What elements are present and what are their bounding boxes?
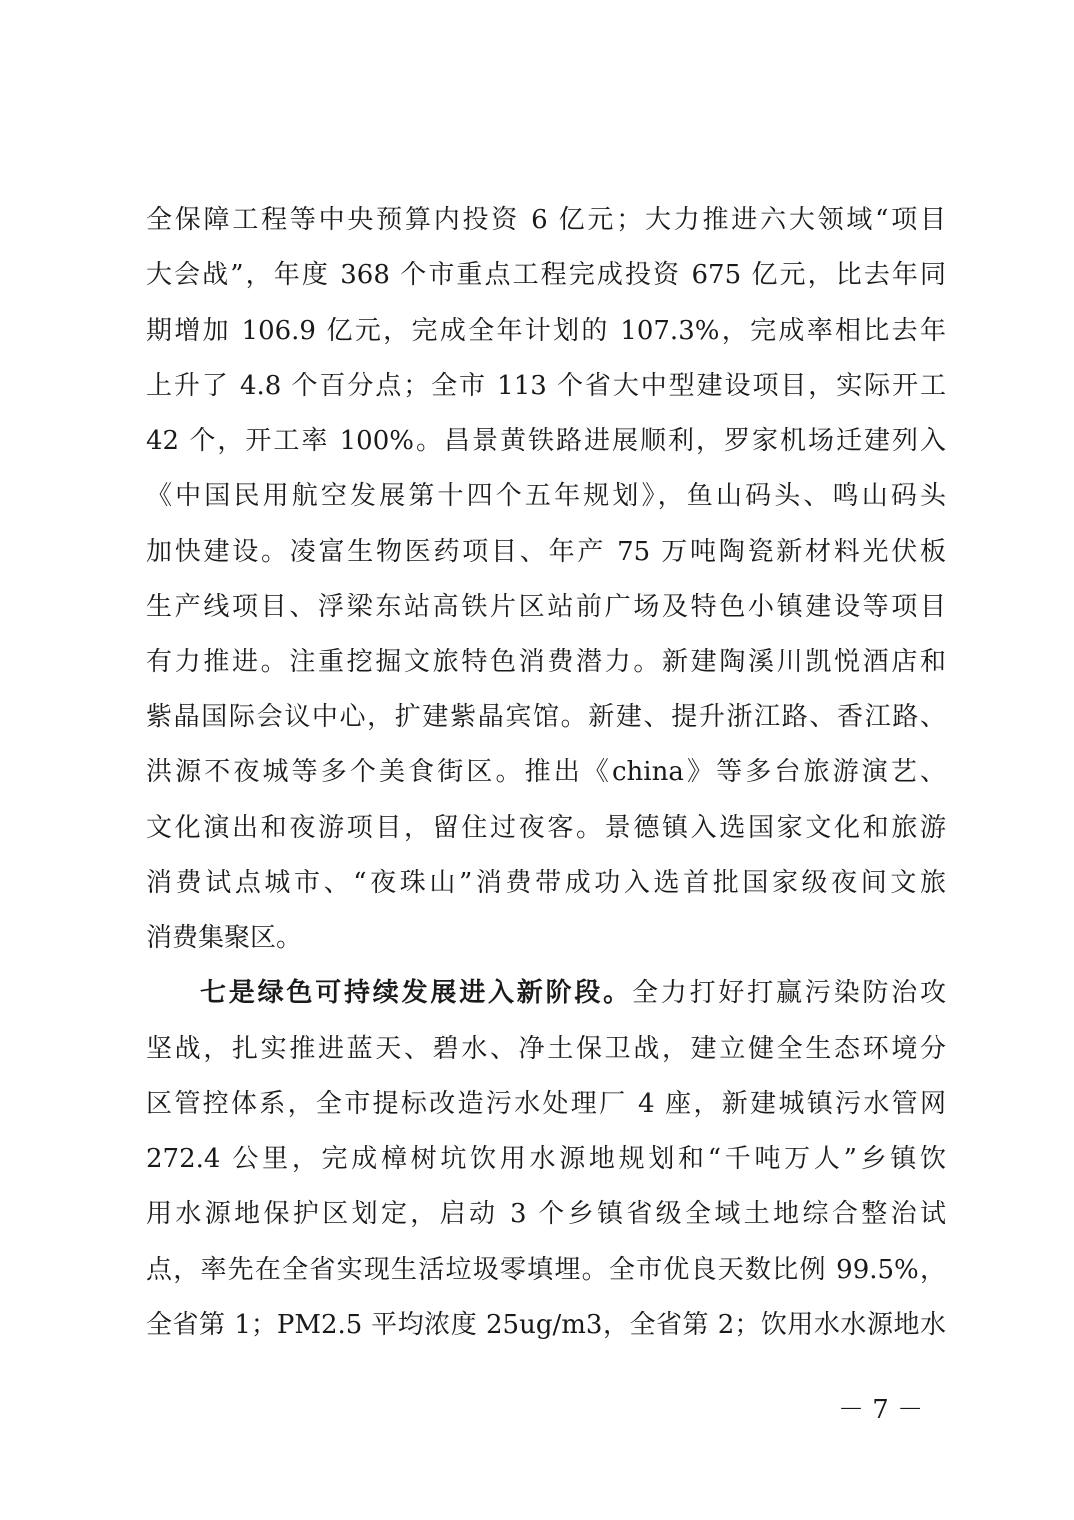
- page-number: － 7 －: [838, 1395, 924, 1425]
- text-line: 区管控体系，全市提标改造污水处理厂 4 座，新建城镇污水管网: [146, 1089, 946, 1119]
- text-line: 加快建设。凌富生物医药项目、年产 75 万吨陶瓷新材料光伏板: [146, 537, 946, 567]
- text-line: 文化演出和夜游项目，留住过夜客。景德镇入选国家文化和旅游: [146, 813, 946, 843]
- text-line: 有力推进。注重挖掘文旅特色消费潜力。新建陶溪川凯悦酒店和: [146, 647, 946, 677]
- section-heading: 七是绿色可持续发展进入新阶段。: [200, 978, 632, 1008]
- text-line: 洪源不夜城等多个美食街区。推出《china》等多台旅游演艺、: [146, 757, 946, 787]
- text-line: 坚战，扎实推进蓝天、碧水、净土保卫战，建立健全生态环境分: [146, 1034, 946, 1064]
- text-line: 生产线项目、浮梁东站高铁片区站前广场及特色小镇建设等项目: [146, 592, 946, 622]
- text-line: 全省第 1；PM2.5 平均浓度 25ug/m3，全省第 2；饮用水水源地水: [146, 1310, 946, 1340]
- text-line: 用水源地保护区划定，启动 3 个乡镇省级全域土地综合整治试: [146, 1199, 946, 1229]
- text-line: 272.4 公里，完成樟树坑饮用水源地规划和“千吨万人”乡镇饮: [146, 1144, 946, 1174]
- text-line: 期增加 106.9 亿元，完成全年计划的 107.3%，完成率相比去年: [146, 316, 946, 346]
- text-line: 上升了 4.8 个百分点；全市 113 个省大中型建设项目，实际开工: [146, 371, 946, 401]
- text-line: 紫晶国际会议中心，扩建紫晶宾馆。新建、提升浙江路、香江路、: [146, 702, 946, 732]
- text-line: 消费试点城市、“夜珠山”消费带成功入选首批国家级夜间文旅: [146, 868, 946, 898]
- text-line: 大会战”，年度 368 个市重点工程完成投资 675 亿元，比去年同: [146, 260, 946, 290]
- text-line: 消费集聚区。: [146, 923, 303, 953]
- text-line: 点，率先在全省实现生活垃圾零填埋。全市优良天数比例 99.5%，: [146, 1255, 946, 1285]
- text-line: 42 个，开工率 100%。昌景黄铁路进展顺利，罗家机场迁建列入: [146, 426, 946, 456]
- text-run: 全力打好打赢污染防治攻: [631, 978, 946, 1008]
- text-line: 全保障工程等中央预算内投资 6 亿元；大力推进六大领域“项目: [146, 205, 946, 235]
- paragraph-first-line: [200, 973, 946, 1013]
- text-line: 《中国民用航空发展第十四个五年规划》，鱼山码头、鸣山码头: [146, 481, 946, 511]
